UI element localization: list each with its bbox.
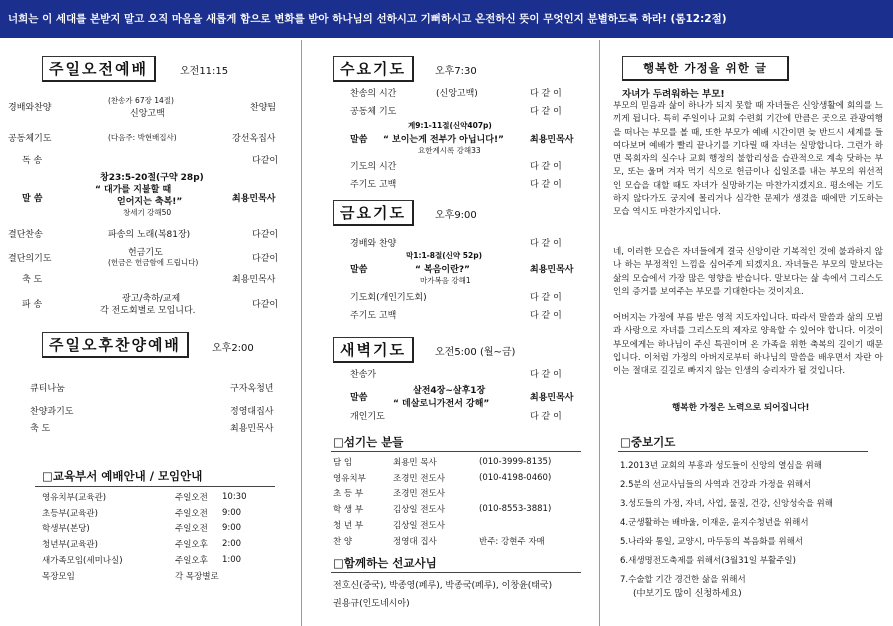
server-name: 김상일 전도사 [393,505,445,516]
morning-row-mid: 얻어지는 축복!” [117,197,183,207]
friday-row-label: 경배와 찬양 [350,239,397,249]
table-row [42,536,247,552]
education-time: 9:00 [222,507,242,518]
morning-row-mid: “ 대가를 지불할 때 [95,185,172,195]
friday-row-right: 다 같 이 [530,239,562,249]
wednesday-row-right: 다 같 이 [530,89,562,99]
prayer-list [620,457,833,590]
education-time: 10:30 [222,491,247,502]
family-paragraph: 부모의 믿음과 삶이 하나가 되지 못할 때 자녀들은 신앙생활에 회의를 느끼게 됩니다. 특히 주일이나 교회 수련회 기간에 만큼은 곳으로 관광여행을 떠나는 부모를 볼 때, 또한 부모가 예배 시간이면 늦 반드시 세계를 들여다보며 예배가 빨리 끝나기를 기다릴 때 자녀는 실망합니다. 그런가 하면 목회자의 실수나 교회 행정의 불합리성을 습관적으로 계속 닷하는 부모, 또는 울며 겨자 먹기 식으로 헌금이나 십일조를 내는 부모의 위선적인 모습을 대할 때도 자녀가 실망하기는 마찬가지겠지요. 평소에는 기도하지 않다가도 궁지에 몰리거나 심각한 문제가 생겼을 때에만 기도하는 모습 역시도 마찬가지입니다. [613,101,883,218]
server-extra [479,486,551,502]
wednesday-row-label: 기도의 시간 [350,162,397,172]
morning-row-mid: 창23:5-20절(구약 28p) [100,173,204,183]
column-right [600,40,893,626]
morning-worship-time: 오전11:15 [180,66,229,77]
education-day: 주일오후 [175,540,208,551]
banner-verse: 너희는 이 세대를 본받지 말고 오직 마음을 새롭게 함으로 변화를 받아 하나님의 선하시고 기뻐하시고 온전하신 뜻이 무엇인지 분별하도록 하라! (롬12:2절) [0,0,893,38]
server-role: 학 생 부 [333,505,364,516]
morning-worship-title: 주일오전예배 [42,56,156,82]
wednesday-row-label: 찬송의 시간 [350,89,397,99]
dawn-row-right: 다 같 이 [530,412,562,422]
server-extra: 반주: 강현주 자매 [479,536,545,547]
afternoon-worship-time: 오후2:00 [212,343,254,354]
dawn-row-label: 찬송가 [350,370,377,380]
morning-row-label: 경배와찬양 [8,103,52,113]
wednesday-row-right: 다 같 이 [530,180,562,190]
morning-row-mid: 각 전도회별로 모입니다. [100,306,196,316]
education-day: 각 목장별로 [175,571,219,582]
morning-row-right: 다같이 [252,254,279,264]
family-title: 행복한 가정을 위한 글 [622,56,789,81]
missionaries-line: 전호신(중국), 박종영(페루), 박종국(페루), 이창윤(태국) [333,581,553,591]
server-name: 조경민 전도사 [393,473,445,484]
education-time: 9:00 [222,523,242,534]
family-closing: 행복한 가정은 노력으로 되어집니다! [672,403,810,413]
table-row [333,470,551,486]
friday-row-mid: “ 복음이란?” [415,265,470,275]
wednesday-row-right: 최용민목사 [530,135,574,145]
server-name: 최용민 목사 [393,457,437,468]
table-row [42,568,247,584]
table-row [42,521,247,537]
prayer-title: □중보기도 [620,435,676,449]
friday-prayer-time: 오후9:00 [435,210,477,221]
morning-row-mid: (다음주: 박현배집사) [108,133,177,142]
wednesday-row-label: 주기도 고백 [350,180,397,190]
family-paragraph: 어버지는 가정에 부름 받은 영적 지도자입니다. 따라서 말씀과 삶의 모범과 사랑으로 자녀를 그리스도의 제자로 양육할 수 있어야 합니다. 이것이 부모에게는 하나님이 주신 특권이며 온 가족을 위한 축복의 길이기 때문입니다. 이처럼 가정의 아버지로부터 하나님의 말씀을 배우면서 자란 아이는 절대로 길길로 빠지지 않는 인생의 승리자가 될 것입니다. [613,313,883,377]
friday-row-label: 주기도 고백 [350,311,397,321]
afternoon-row-label: 축 도 [30,424,51,434]
wednesday-prayer-time: 오후7:30 [435,66,477,77]
morning-row-right: 강선옥집사 [232,134,276,144]
dawn-prayer-time: 오전5:00 (월~금) [435,347,516,358]
server-role: 찬 양 [333,536,353,547]
morning-row-mid: 창세기 강해50 [123,208,172,217]
wednesday-row-mid: 요한계시록 강해33 [418,146,481,155]
education-day: 주일오후 [175,556,208,567]
server-extra [479,517,551,533]
education-dept: 영유치부(교육관) [42,492,107,503]
dawn-row-label: 말씀 [350,393,368,403]
morning-row-mid: 광고/축하/교제 [122,294,181,304]
education-divider [35,486,275,487]
dawn-row-right: 최용민목사 [530,393,574,403]
friday-row-mid: 막1:1-8절(신약 52p) [406,251,483,260]
table-row [42,489,247,505]
morning-row-label: 말 씀 [22,194,43,204]
dawn-prayer-title: 새벽기도 [333,337,414,363]
dawn-row-mid: “ 데살로니가전서 강해” [393,399,490,409]
friday-row-label: 말씀 [350,265,368,275]
wednesday-prayer-title: 수요기도 [333,56,414,82]
column-middle [303,40,599,626]
friday-row-right: 다 같 이 [530,311,562,321]
morning-row-label: 독 송 [22,156,43,166]
morning-row-right: 찬양팀 [250,103,277,113]
column-left [0,40,300,626]
friday-row-right: 최용민목사 [530,265,574,275]
server-extra: (010-3999-8135) [479,456,552,467]
morning-row-label: 결단의기도 [8,254,52,264]
table-row [333,501,551,517]
server-name: 정영대 집사 [393,536,437,547]
education-dept: 청년부(교육관) [42,540,98,551]
afternoon-row-label: 큐티나눔 [30,384,65,394]
server-role: 담 임 [333,457,353,468]
servers-table [333,454,551,549]
friday-row-right: 다 같 이 [530,293,562,303]
morning-row-mid: (찬송가 67장 14절) [108,96,174,105]
education-dept: 초등부(교육관) [42,508,98,519]
prayer-note: (中보기도 많이 신청하세요) [633,589,742,599]
friday-prayer-title: 금요기도 [333,200,414,226]
wednesday-row-label: 공동체 기도 [350,107,397,117]
family-paragraph: 네, 이러한 모습은 자녀들에게 결국 신앙이란 기복적인 것에 불과하지 않나 하는 부정적인 느낌을 심어주게 되겠지요. 자녀들은 부모의 말보다는 삶의 모습에서 가장 많은 영향을 받습니다. 말보다는 삶 속에서 그리스도인의 증거를 보여주는 부모를 기대한다는 것이지요. [613,247,883,297]
morning-row-right: 최용민목사 [232,194,276,204]
morning-row-right: 다같이 [252,156,279,166]
wednesday-row-mid: “ 보이는게 전부가 아닙니다!” [383,135,504,145]
education-day: 주일오전 [175,492,208,503]
dawn-row-mid: 살전4장~살후1장 [413,386,486,396]
friday-row-label: 기도회(개인기도회) [350,293,427,303]
family-subtitle: 자녀가 두려워하는 부모! [622,89,725,100]
server-role: 초 등 부 [333,489,364,500]
server-name: 김상일 전도사 [393,521,445,532]
education-dept: 학생부(본당) [42,524,90,535]
morning-row-label: 파 송 [22,300,43,310]
afternoon-row-label: 찬양과기도 [30,407,74,417]
morning-row-label: 축 도 [22,275,43,285]
afternoon-row-right: 구자옥청년 [230,384,274,394]
table-row [42,505,247,521]
morning-row-mid: 신앙고백 [130,109,165,119]
table-row [333,454,551,470]
server-name: 조경민 전도사 [393,489,445,500]
afternoon-worship-title: 주일오후찬양예배 [42,332,189,358]
education-dept: 새가족모임(세미나실) [42,556,123,567]
servers-divider [331,451,581,452]
missionaries-divider [331,572,581,573]
server-extra: (010-4198-0460) [479,472,552,483]
wednesday-row-right: 다 같 이 [530,162,562,172]
education-title: □교육부서 예배안내 / 모임안내 [42,469,203,483]
morning-row-right: 다같이 [252,230,279,240]
morning-row-label: 공동체기도 [8,134,52,144]
education-dept: 목장모임 [42,571,75,582]
wednesday-row-label: 말씀 [350,135,368,145]
server-role: 청 년 부 [333,521,364,532]
friday-row-mid: 마가복음 강해1 [420,276,471,285]
afternoon-row-right: 최용민목사 [230,424,274,434]
server-extra: (010-8553-3881) [479,504,552,515]
table-row [333,517,551,533]
dawn-row-right: 다 같 이 [530,370,562,380]
education-time: 1:00 [222,555,242,566]
wednesday-row-mid: (신앙고백) [436,89,478,99]
education-day: 주일오전 [175,524,208,535]
dawn-row-label: 개인기도 [350,412,385,422]
table-row [333,486,551,502]
afternoon-row-right: 정영대집사 [230,407,274,417]
prayer-divider [618,451,868,452]
list-item: 4.군생활하는 배바울, 이재운, 윤지수청년을 위해서 [620,518,809,528]
morning-row-mid: 파송의 노래(복81장) [108,230,191,240]
morning-row-mid: 헌금기도 [128,248,163,258]
list-item: 3.성도들의 가정, 자녀, 사업, 물질, 건강, 신앙성숙을 위해 [620,499,833,509]
wednesday-row-right: 다 같 이 [530,107,562,117]
server-role: 영유치부 [333,473,366,484]
missionaries-title: □함께하는 선교사님 [333,556,437,570]
table-row [42,552,247,568]
list-item: 6.새생명전도축제를 위해서(3월31일 부활주일) [620,556,796,566]
wednesday-row-mid: 계9:1-11절(신약407p) [408,121,492,130]
servers-title: □섬기는 분들 [333,435,404,449]
education-table [42,489,247,584]
list-item: 1.2013년 교회의 부흥과 성도들이 신앙의 열심을 위해 [620,461,822,471]
list-item: 7.수술할 기간 경건한 삶을 위해서 [620,575,746,585]
morning-row-right: 최용민목사 [232,275,276,285]
education-time: 2:00 [222,539,242,550]
column-divider [301,40,302,626]
table-row [333,533,551,549]
morning-row-right: 다같이 [252,300,279,310]
education-day: 주일오전 [175,508,208,519]
list-item: 5.나라와 통일, 교양시, 마두동의 복음화를 위해서 [620,537,804,547]
list-item: 2.5분의 선교사님들의 사역과 건강과 가정을 위해서 [620,480,812,490]
missionaries-line: 권용규(인도네시아) [333,599,410,609]
morning-row-label: 결단찬송 [8,230,43,240]
morning-row-mid: (헌금은 헌금함에 드립니다) [108,258,199,267]
